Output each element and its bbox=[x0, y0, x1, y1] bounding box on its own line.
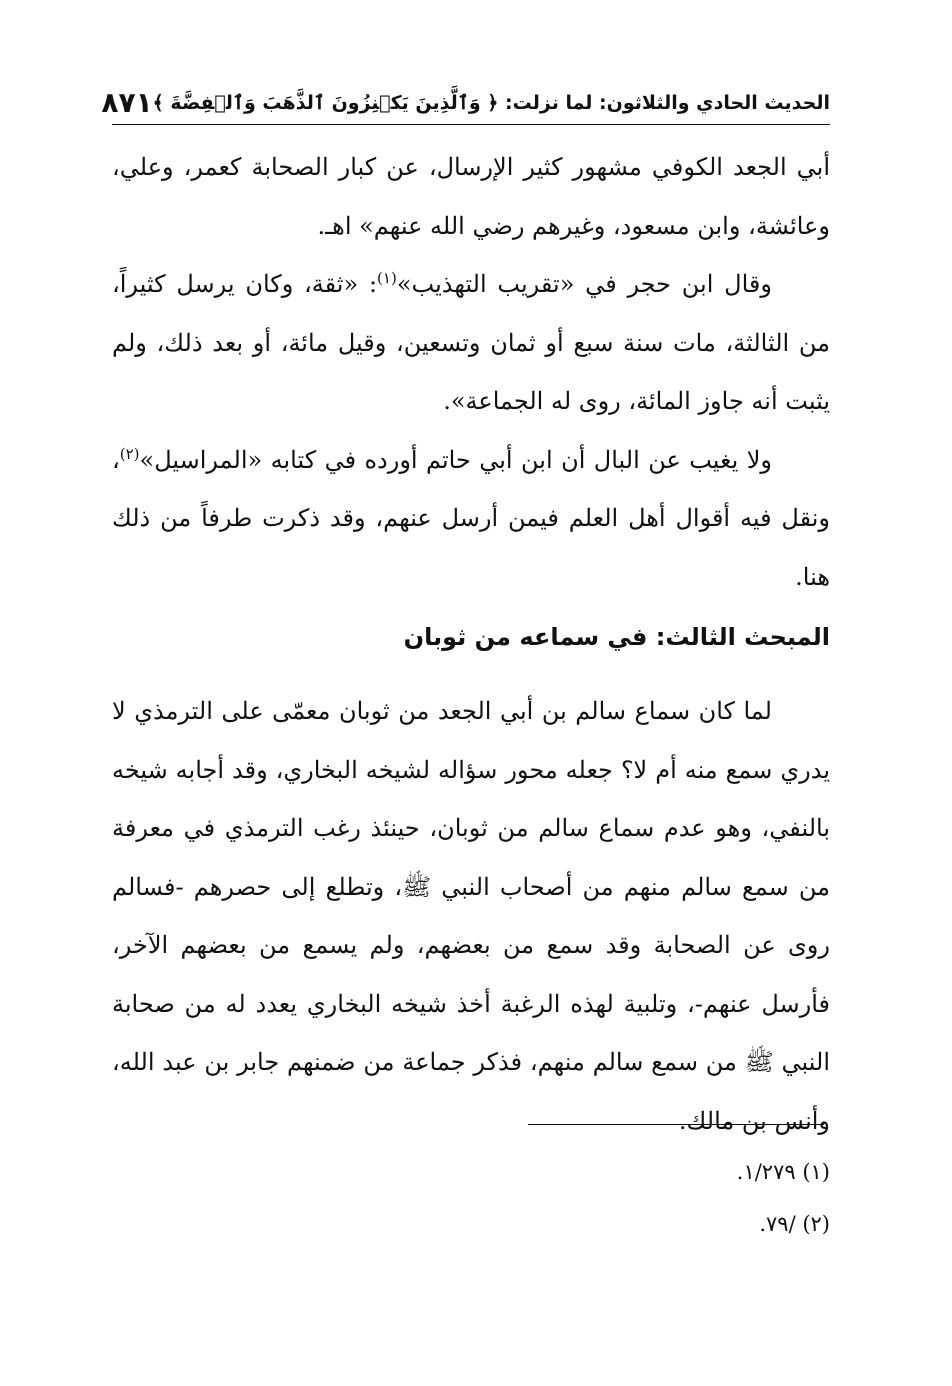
footnote-ref-1: (١) bbox=[377, 269, 397, 287]
paragraph-1: أبي الجعد الكوفي مشهور كثير الإرسال، عن كبار الصحابة كعمر، وعلي، وعائشة، وابن مسعود، وغيرهم رضي الله عنهم» اهـ. bbox=[112, 153, 830, 240]
body-text-top bbox=[112, 138, 830, 606]
page-header bbox=[101, 66, 830, 120]
footnotes bbox=[112, 1146, 830, 1250]
paragraph-2-before: وقال ابن حجر في «تقريب التهذيب» bbox=[396, 270, 772, 298]
paragraph-2-after: : «ثقة، وكان يرسل كثيراً، من الثالثة، مات سنة سبع أو ثمان وتسعين، وقيل مائة، أو بعد ذلك، ولم يثبت أنه جاوز المائة، روى له الجماعة». bbox=[112, 270, 830, 415]
footnote-2: (٢) /٧٩. bbox=[759, 1212, 830, 1236]
section-paragraph: لما كان سماع سالم بن أبي الجعد من ثوبان معمّى على الترمذي لا يدري سمع منه أم لا؟ جعله محور سؤاله لشيخه البخاري، وقد أجابه شيخه بالنفي، وهو عدم سماع سالم من ثوبان، حينئذ رغب الترمذي في معرفة من سمع سالم منهم من أصحاب النبي ﷺ، وتطلع إلى حصرهم -فسالم روى عن الصحابة وقد سمع من بعضهم، ولم يسمع من بعضهم الآخر، فأرسل عنهم-، وتلبية لهذه الرغبة أخذ شيخه البخاري يعدد له من صحابة النبي ﷺ من سمع سالم منهم، فذكر جماعة من ضمنهم جابر بن عبد الله، وأنس بن مالك. bbox=[112, 697, 830, 1135]
footnote-ref-2: (٢) bbox=[119, 444, 140, 463]
paragraph-3 bbox=[112, 431, 830, 607]
running-title: الحديث الحادي والثلاثون: لما نزلت: ﴿ وَٱلَّذِينَ يَكۡنِزُونَ ٱلذَّهَبَ وَٱلۡفِضَّةَ ﴾ bbox=[152, 92, 830, 114]
paragraph-3-before: ولا يغيب عن البال أن ابن أبي حاتم أورده في كتابه «المراسيل» bbox=[139, 445, 772, 474]
body-text-section bbox=[112, 682, 830, 1150]
paragraph-3-after: ، ونقل فيه أقوال أهل العلم فيمن أرسل عنهم، وقد ذكرت طرفاً من ذلك هنا. bbox=[112, 445, 830, 591]
footnote-divider bbox=[528, 1124, 824, 1125]
footnote-1: (١) ١/٢٧٩. bbox=[736, 1160, 830, 1184]
section-heading: المبحث الثالث: في سماعه من ثوبان bbox=[403, 623, 830, 651]
header-divider bbox=[112, 124, 830, 125]
paragraph-2 bbox=[112, 255, 830, 431]
page-number: ٨٧١ bbox=[101, 86, 153, 119]
